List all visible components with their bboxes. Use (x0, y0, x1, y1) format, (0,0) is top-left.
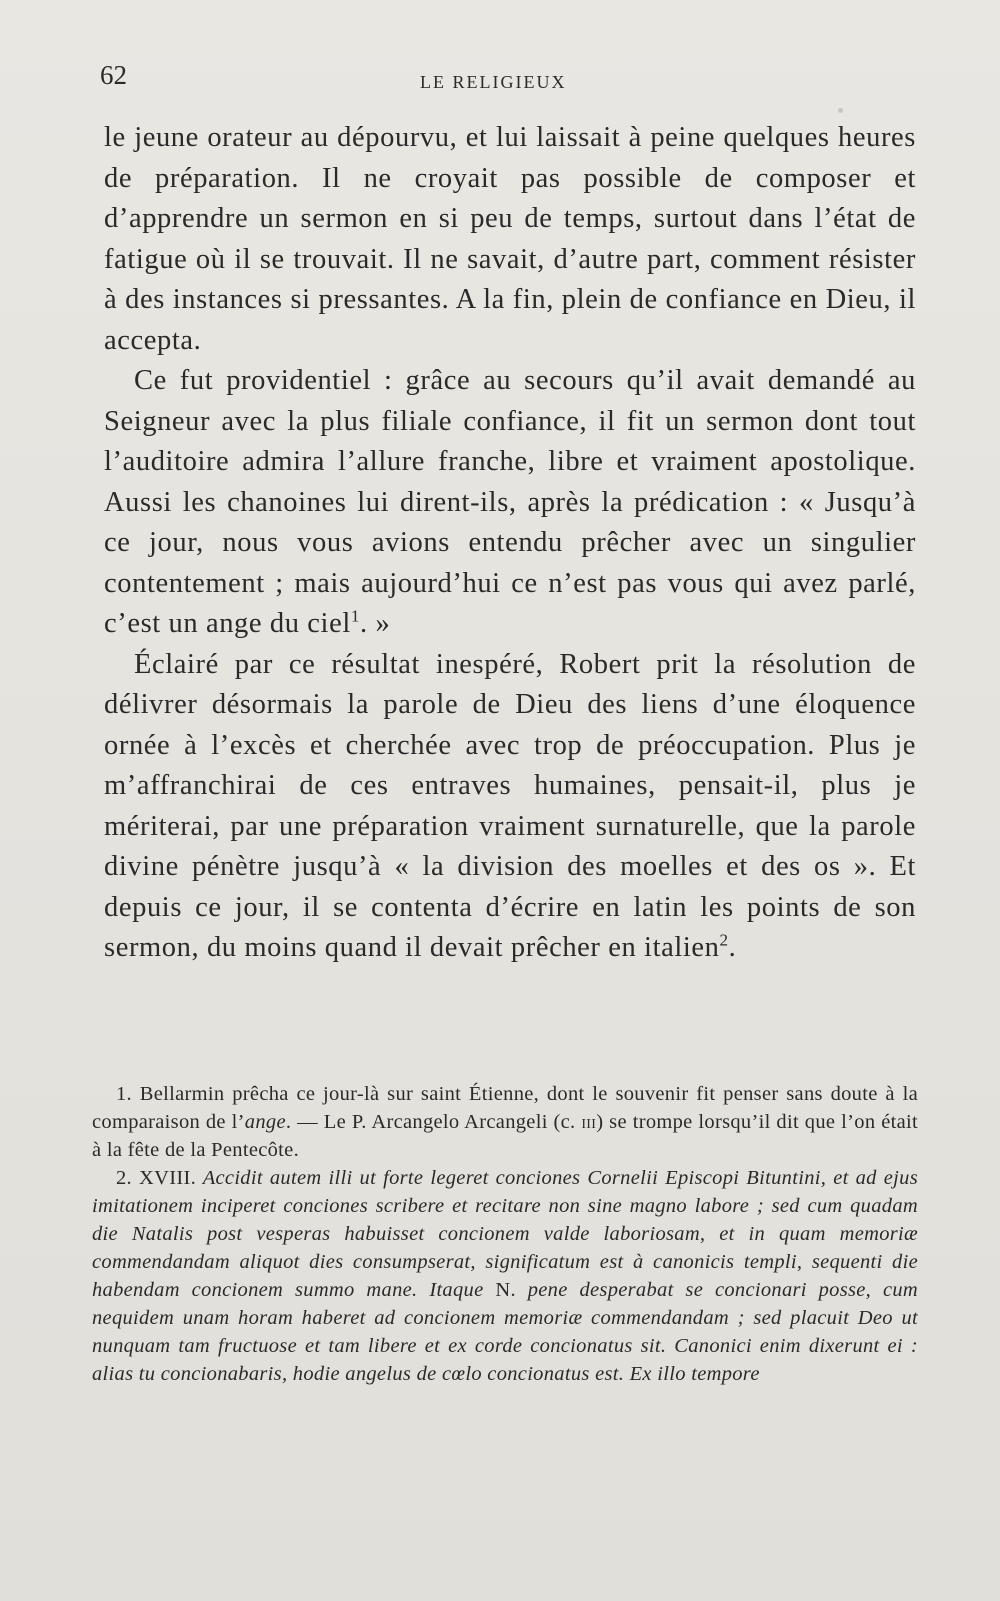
page-number: 62 (100, 60, 127, 90)
paragraph-2 (104, 361, 916, 645)
footnote-2-text-a: Accidit autem illi ut forte legeret conciones Cornelii Episcopi Bituntini, et ad ejus imitationem inciperet conciones scribere et recitare non sine magno labore ; sed cum quadam die Natalis post vesperas habuisset concionem valde laboriosam, et in quam memoriæ commendandam aliquot dies consumpserat, significatum est à canonicis templi, sequenti die habendam concionem summo mane. Itaque (92, 1167, 918, 1301)
page-header (100, 60, 920, 100)
main-text (104, 118, 916, 969)
paragraph-3-end: . (728, 932, 737, 963)
paragraph-3 (104, 645, 916, 969)
footnote-ref-1: 1 (350, 606, 360, 626)
footnote-2-initial: N. (495, 1279, 516, 1301)
footnote-1 (92, 1080, 918, 1164)
footnote-2 (92, 1164, 918, 1388)
footnote-ref-2: 2 (719, 930, 729, 950)
footnote-1-text-a: 1. Bellarmin prêcha ce jour-là sur saint Étienne, dont le souvenir fit penser sans doute à la comparaison de l’ (92, 1083, 918, 1133)
footnotes (92, 1080, 918, 1388)
paragraph-3-text: Éclairé par ce résultat inespéré, Robert prit la résolution de délivrer désormais la parole de Dieu des liens d’une éloquence ornée à l’excès et cherchée avec trop de préoccupation. Plus je m’affranchirai de ces entraves humaines, pensait-il, plus je mériterai, par une préparation vraiment surnaturelle, que la parole divine pénètre jusqu’à « la division des moelles et des os ». Et depuis ce jour, il se contenta d’écrire en latin les points de son sermon, du moins quand il devait prêcher en italien (104, 648, 916, 963)
footnote-1-text-b: . — Le P. Arcangelo Arcangeli (c. (285, 1111, 582, 1133)
running-title: LE RELIGIEUX (420, 72, 567, 92)
footnote-1-emphasis: ange (244, 1111, 286, 1133)
paper-blemish (838, 108, 843, 113)
footnote-2-text-b: pene desperabat se concionari posse, cum nequidem unam horam haberet ad concionem memoriæ commendandam ; sed placuit Deo ut nunquam tam fructuose et tam libere et ex corde concionatus sit. Canonici enim dixerunt ei : alias tu concionabaris, hodie angelus de cœlo concionatus est. Ex illo tempore (92, 1279, 918, 1385)
paragraph-1: le jeune orateur au dépourvu, et lui laissait à peine quelques heures de préparation. Il ne croyait pas possible de composer et d’apprendre un sermon en si peu de temps, surtout dans l’état de fatigue où il se trouvait. Il ne savait, d’autre part, comment résister à des instances si pressantes. A la fin, plein de confiance en Dieu, il accepta. (104, 122, 916, 356)
footnote-2-number: 2. XVIII. (116, 1167, 197, 1189)
paragraph-2-text: Ce fut providentiel : grâce au secours qu’il avait demandé au Seigneur avec la plus filiale confiance, il fit un sermon dont tout l’auditoire admira l’allure franche, libre et vraiment apostolique. Aussi les chanoines lui dirent-ils, après la prédication : « Jusqu’à ce jour, nous vous avions entendu prêcher avec un singulier contentement ; mais aujourd’hui ce n’est pas vous qui avez parlé, c’est un ange du ciel (104, 365, 916, 639)
paragraph-2-end: . » (360, 608, 391, 639)
footnote-1-text-c: ) se trompe lorsqu’il dit que l’on était à la fête de la Pentecôte. (92, 1111, 918, 1161)
footnote-1-roman: iii (581, 1111, 597, 1133)
